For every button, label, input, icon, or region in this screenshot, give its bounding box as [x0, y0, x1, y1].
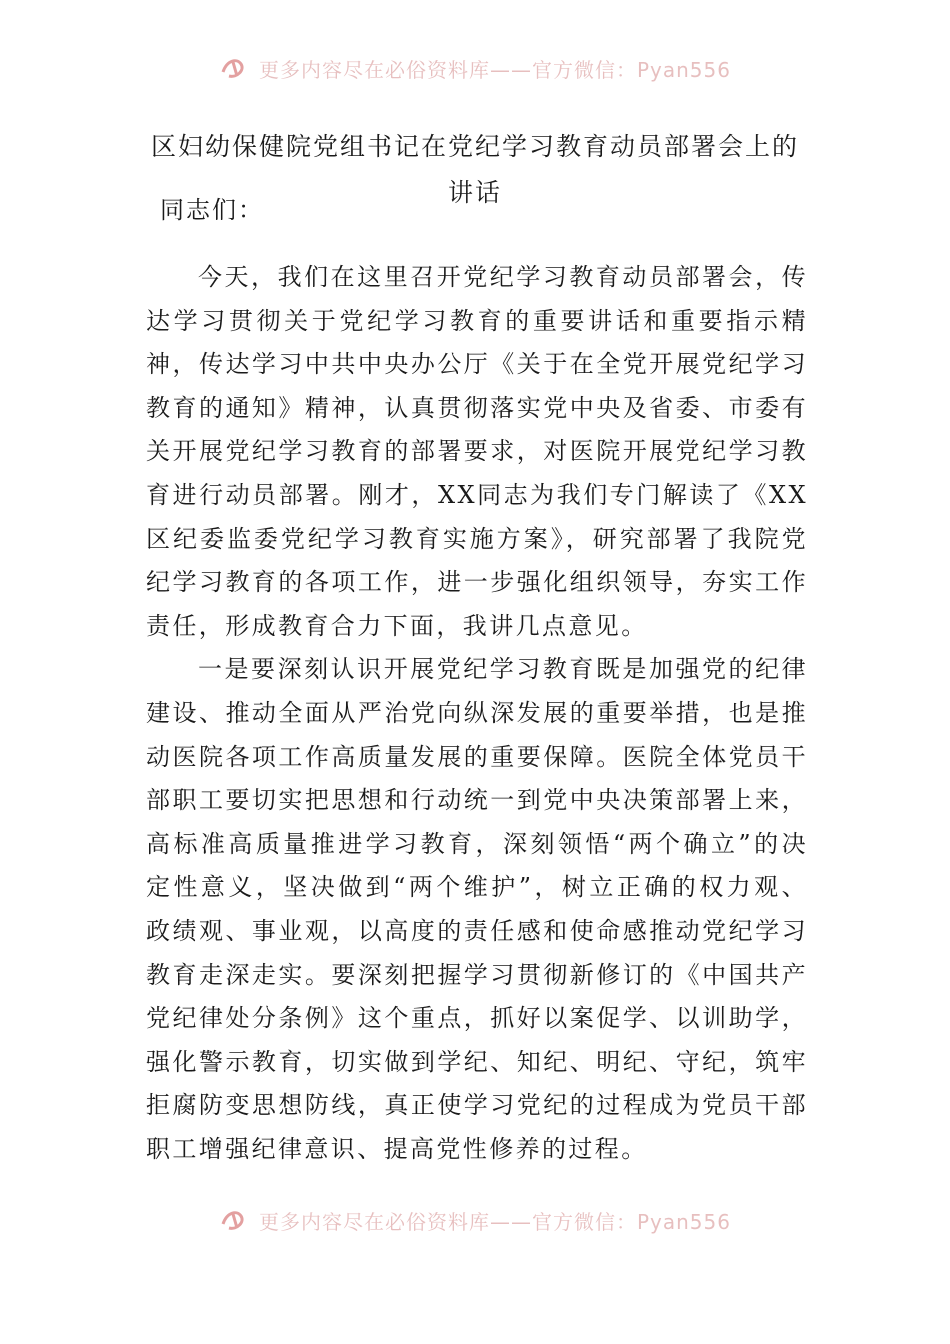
watermark-footer [0, 1200, 950, 1240]
document-title: 区妇幼保健院党组书记在党纪学习教育动员部署会上的讲话 [150, 132, 799, 207]
salutation: 同志们： [160, 196, 264, 224]
paragraph-point-one: 一是要深刻认识开展党纪学习教育既是加强党的纪律建设、推动全面从严治党向纵深发展的重要举措，也是推动医院各项工作高质量发展的重要保障。医院全体党员干部职工要切实把思想和行动统一到党中央决策部署上来，高标准高质量推进学习教育，深刻领悟“两个确立”的决定性意义，坚决做到“两个维护”，树立正确的权力观、政绩观、事业观，以高度的责任感和使命感推动党纪学习教育走深走实。要深刻把握学习贯彻新修订的《中国共产党纪律处分条例》这个重点，抓好以案促学、以训助学，强化警示教育，切实做到学纪、知纪、明纪、守纪，筑牢拒腐防变思想防线，真正使学习党纪的过程成为党员干部职工增强纪律意识、提高党性修养的过程。 [146, 655, 808, 1163]
document-body [146, 256, 808, 1171]
watermark-text: 更多内容尽在必俗资料库——官方微信：Pyan556 [258, 1209, 731, 1234]
watermark-logo-icon [219, 56, 249, 80]
watermark-text: 更多内容尽在必俗资料库——官方微信：Pyan556 [258, 57, 731, 82]
watermark-logo-icon [219, 1208, 249, 1232]
watermark-header [0, 48, 950, 88]
paragraph-intro: 今天，我们在这里召开党纪学习教育动员部署会，传达学习贯彻关于党纪学习教育的重要讲话和重要指示精神，传达学习中共中央办公厅《关于在全党开展党纪学习教育的通知》精神，认真贯彻落实党中央及省委、市委有关开展党纪学习教育的部署要求，对医院开展党纪学习教育进行动员部署。刚才，XX同志为我们专门解读了《XX区纪委监委党纪学习教育实施方案》，研究部署了我院党纪学习教育的各项工作，进一步强化组织领导，夯实工作责任，形成教育合力下面，我讲几点意见。 [146, 263, 808, 640]
